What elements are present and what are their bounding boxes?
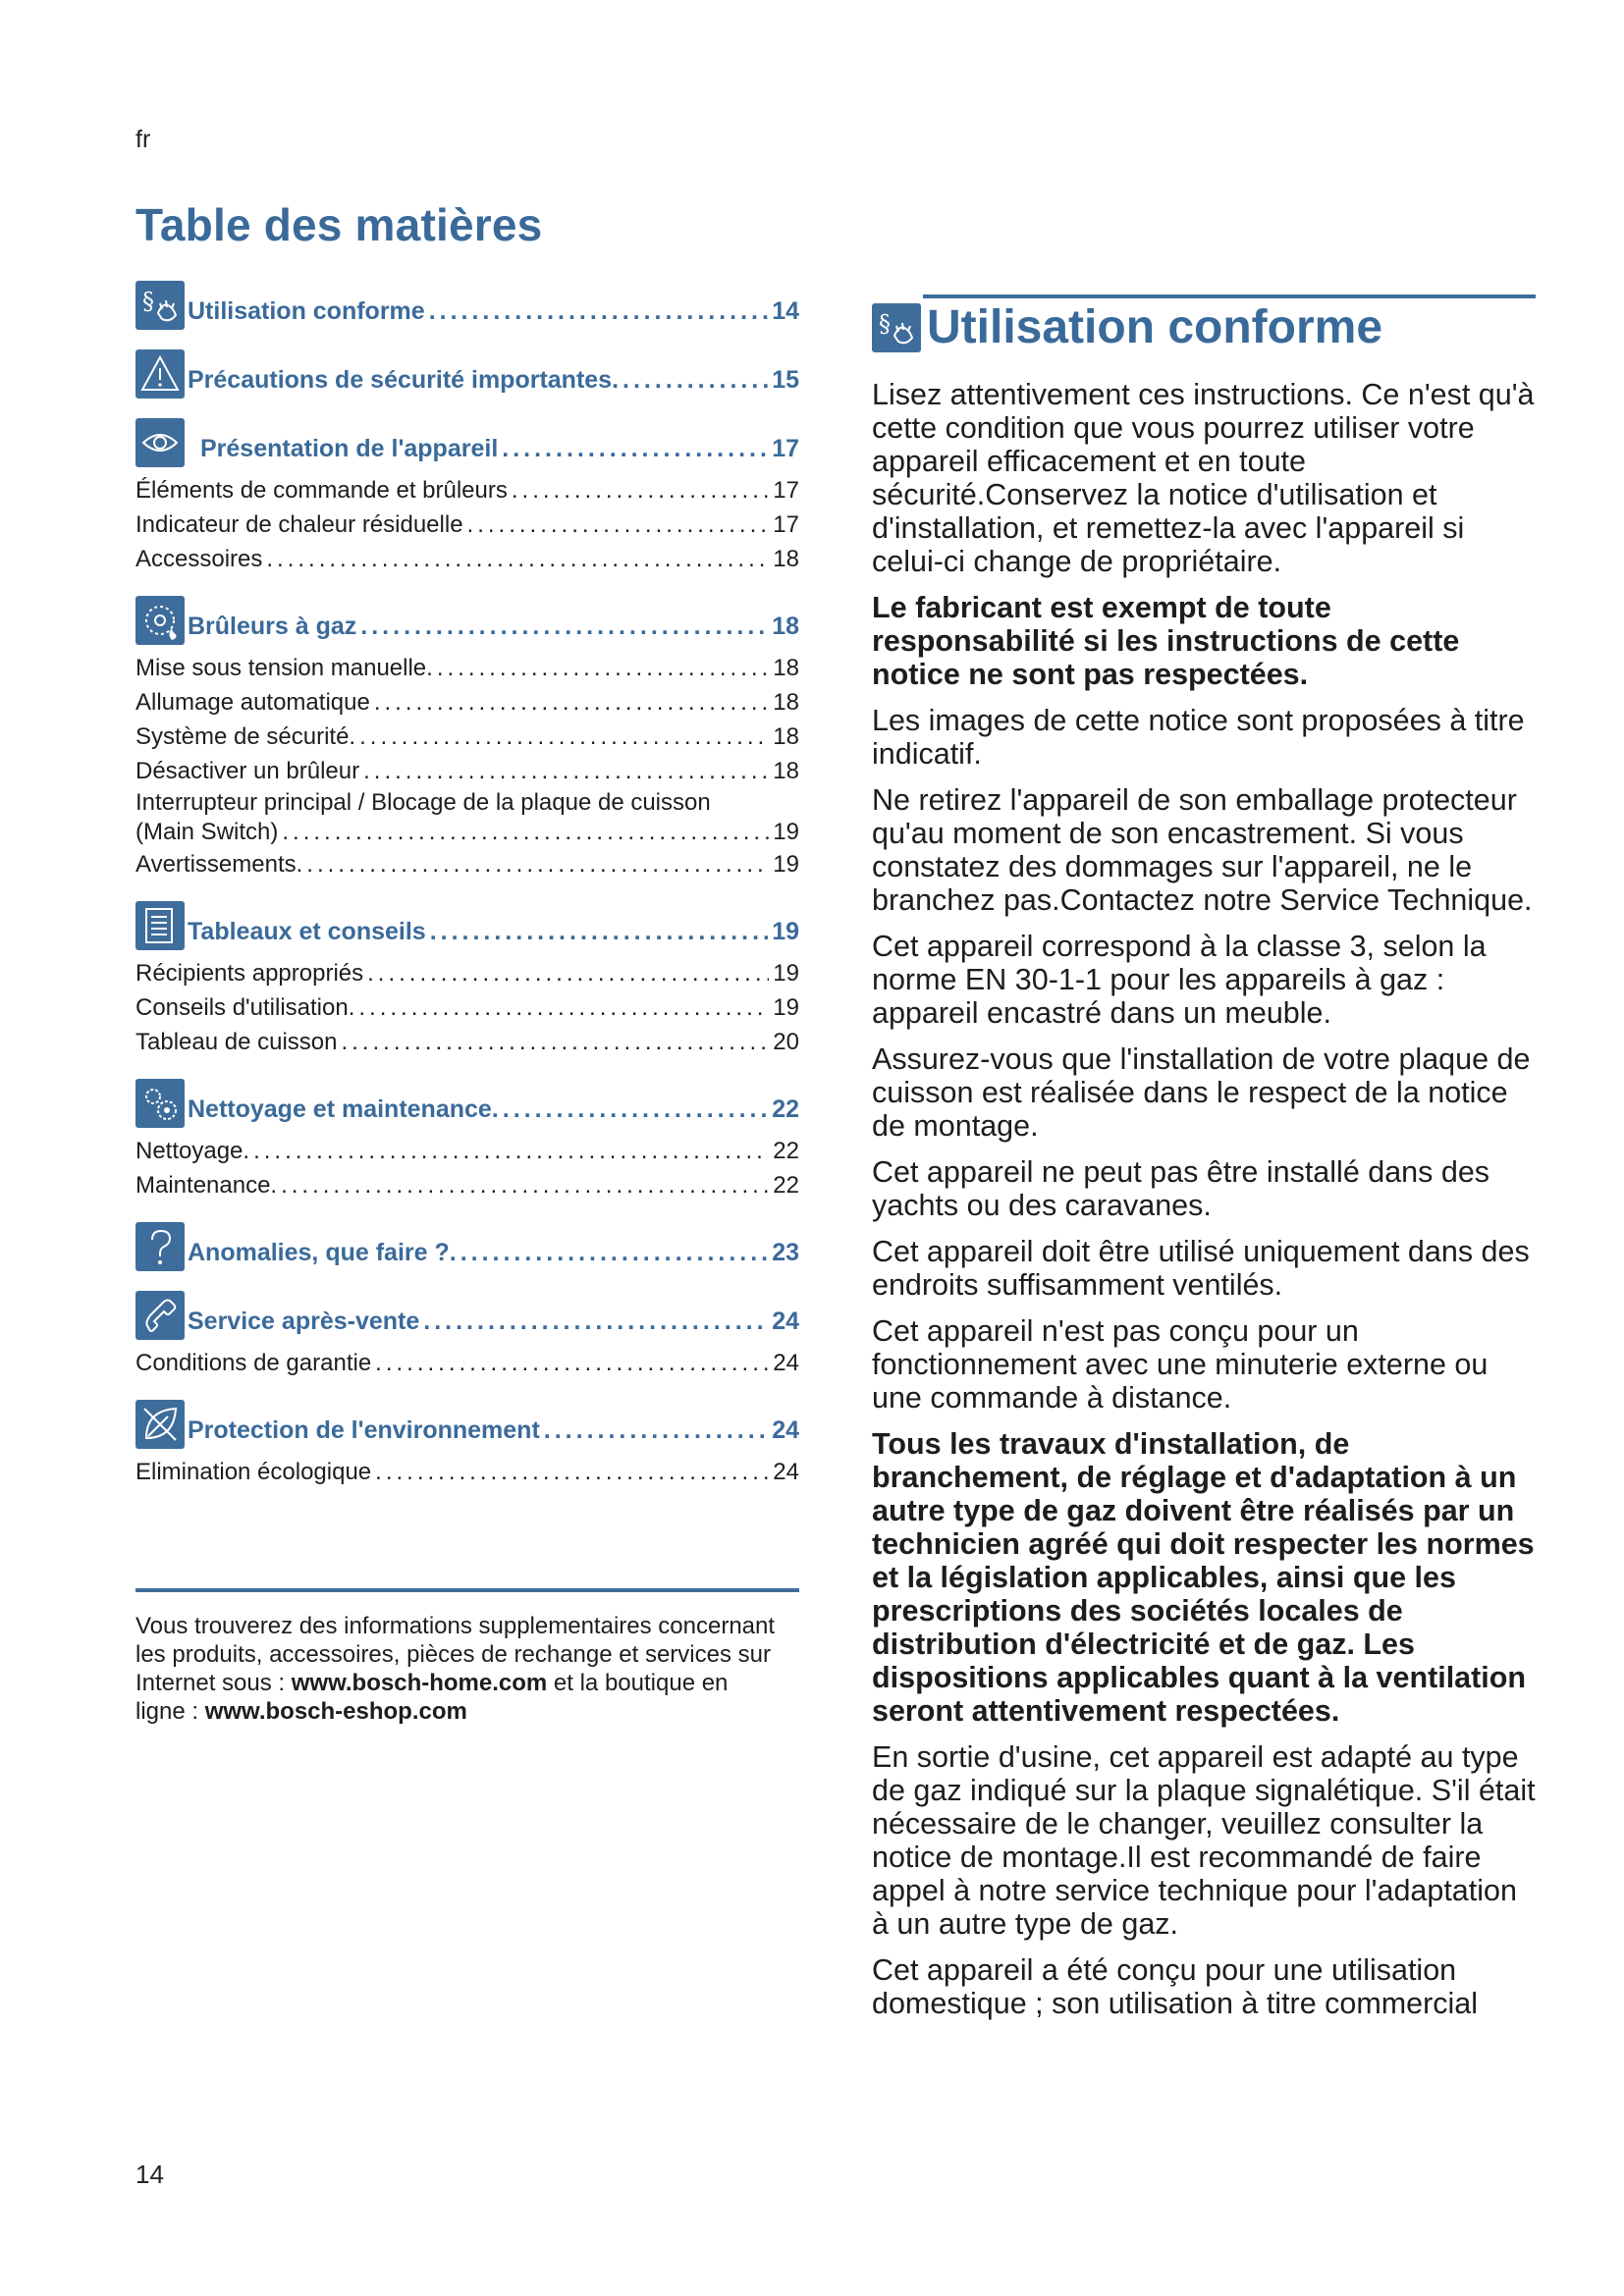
- dot-leader: [266, 542, 769, 576]
- dot-leader: [374, 685, 769, 720]
- toc-subentry-label: Accessoires: [135, 546, 263, 572]
- toc-entry-label: Utilisation conforme: [188, 297, 425, 325]
- toc-entry-page: 14: [772, 297, 799, 325]
- toc-subentry-page: 22: [773, 1138, 799, 1164]
- dot-leader: [375, 1346, 769, 1380]
- toc-subentry[interactable]: [135, 1134, 799, 1168]
- toc-subentry-label: Mise sous tension manuelle.: [135, 655, 433, 681]
- toc-entry-page: 24: [772, 1416, 799, 1444]
- toc-subentry[interactable]: [135, 473, 799, 507]
- toc-subentry-label: Conseils d'utilisation.: [135, 994, 355, 1021]
- toc-subentry-page: 24: [773, 1459, 799, 1485]
- paragraph-hand-icon: [135, 281, 185, 330]
- paragraph: Cet appareil correspond à la classe 3, selon la norme EN 30-1-1 pour les appareils à gaz : appareil encastré dans un meuble.: [872, 930, 1487, 1030]
- toc-entry-label: Tableaux et conseils: [188, 918, 426, 945]
- dot-leader: [358, 990, 769, 1025]
- toc-entry[interactable]: [135, 1289, 799, 1340]
- toc-subentry-label: Nettoyage.: [135, 1138, 250, 1164]
- section-body: [872, 378, 1536, 2033]
- toc-subentry-label: Avertissements.: [135, 851, 303, 878]
- toc-entry-label: Présentation de l'appareil: [200, 435, 499, 462]
- svg-text:§: §: [879, 309, 891, 338]
- paragraph: Lisez attentivement ces instructions. Ce n'est qu'à cette condition que vous pourrez utiliser votre appareil efficacement et en toute sécurité.Conservez la notice d'utilisation et d'installation, et remettez-la avec l'appareil si celui-ci change de propriétaire.: [872, 378, 1535, 578]
- warning-triangle-icon: [135, 349, 185, 399]
- toc-entry[interactable]: [135, 1398, 799, 1449]
- toc-subentry-label: Éléments de commande et brûleurs: [135, 477, 508, 504]
- toc-entry-page: 15: [772, 366, 799, 394]
- section-title: Utilisation conforme: [927, 301, 1383, 353]
- section-rule: [923, 294, 1536, 298]
- dot-leader: [437, 651, 769, 685]
- toc-subentry[interactable]: [135, 788, 799, 847]
- dot-leader: [375, 1455, 769, 1489]
- dot-leader: [502, 435, 768, 463]
- paragraph: En sortie d'usine, cet appareil est adapté au type de gaz indiqué sur la plaque signalétique. S'il était nécessaire de le changer, veuillez consulter la notice de montage.Il est recommandé de faire appel à notre service technique pour l'adaptation à un autre type de gaz.: [872, 1740, 1536, 1941]
- toc-subentry[interactable]: [135, 1025, 799, 1059]
- eshop-link[interactable]: www.bosch-eshop.com: [204, 1698, 467, 1725]
- environment-leaf-icon: [135, 1400, 185, 1449]
- toc-entry-label: Nettoyage et maintenance.: [188, 1095, 499, 1123]
- toc-subentry-page: 18: [773, 655, 799, 681]
- toc-subentry-label: (Main Switch): [135, 819, 279, 845]
- toc-subentry-page: 19: [773, 994, 799, 1021]
- toc-subentry-label: Maintenance.: [135, 1172, 278, 1199]
- toc-entry-page: 22: [772, 1095, 799, 1123]
- toc-entry-page: 17: [772, 435, 799, 462]
- toc-subentry[interactable]: [135, 990, 799, 1025]
- paragraph: Les images de cette notice sont proposées à titre indicatif.: [872, 704, 1525, 771]
- toc-entry[interactable]: [135, 1077, 799, 1128]
- dot-leader: [512, 473, 769, 507]
- page-number: 14: [135, 2160, 164, 2189]
- toc-subentry-label: Indicateur de chaleur résiduelle: [135, 511, 463, 538]
- toc-subentry-label: Allumage automatique: [135, 689, 370, 716]
- toc-subentry-page: 24: [773, 1350, 799, 1376]
- toc-entry[interactable]: [135, 1220, 799, 1271]
- toc-subentry-label: Système de sécurité.: [135, 723, 356, 750]
- toc-entry-label: Anomalies, que faire ?.: [188, 1239, 457, 1266]
- dot-leader: [544, 1416, 768, 1445]
- burner-flame-icon: [135, 596, 185, 645]
- website-link[interactable]: www.bosch-home.com: [291, 1670, 548, 1696]
- section-header: [872, 300, 1382, 354]
- toc-subentry[interactable]: [135, 956, 799, 990]
- dot-leader: [430, 918, 768, 946]
- paragraph: Cet appareil a été conçu pour une utilisation domestique ; son utilisation à titre commercial: [872, 1953, 1479, 2020]
- language-code: fr: [135, 126, 151, 153]
- toc-entry-label: Protection de l'environnement: [188, 1416, 540, 1444]
- toc-entry-page: 23: [772, 1239, 799, 1266]
- dot-leader: [503, 1095, 768, 1124]
- toc-entry-page: 24: [772, 1308, 799, 1335]
- footnote-text-2: et la boutique en ligne :: [135, 1670, 729, 1725]
- dot-leader: [363, 754, 769, 788]
- table-of-contents: [135, 279, 799, 1489]
- paragraph: Cet appareil n'est pas conçu pour un fonctionnement avec une minuterie externe ou une commande à distance.: [872, 1314, 1489, 1415]
- toc-entry-label: Précautions de sécurité importantes.: [188, 366, 620, 394]
- toc-subentry[interactable]: [135, 1455, 799, 1489]
- telephone-icon: [135, 1291, 185, 1340]
- toc-entry-label: Service après-vente: [188, 1308, 420, 1335]
- toc-subentry[interactable]: [135, 1168, 799, 1202]
- footnote-divider: [135, 1588, 799, 1592]
- toc-subentry[interactable]: [135, 754, 799, 788]
- toc-subentry-page: 19: [773, 851, 799, 878]
- toc-subentry-page: 19: [773, 819, 799, 845]
- toc-subentry-label: Récipients appropriés: [135, 960, 364, 987]
- toc-entry[interactable]: [135, 594, 799, 645]
- dot-leader: [429, 297, 769, 326]
- toc-entry[interactable]: [135, 347, 799, 399]
- toc-entry[interactable]: [135, 899, 799, 950]
- dot-leader: [341, 1025, 769, 1059]
- toc-subentry[interactable]: [135, 1346, 799, 1380]
- toc-title: Table des matières: [135, 199, 543, 250]
- toc-subentry[interactable]: [135, 651, 799, 685]
- toc-entry-page: 19: [772, 918, 799, 945]
- dot-leader: [623, 366, 768, 395]
- toc-subentry-page: 20: [773, 1029, 799, 1055]
- svg-text:§: §: [142, 288, 154, 315]
- toc-entry-label: Brûleurs à gaz: [188, 613, 357, 640]
- toc-subentry-page: 18: [773, 723, 799, 750]
- toc-subentry-label: Interrupteur principal / Blocage de la plaque de cuisson: [135, 789, 711, 816]
- dot-leader: [460, 1239, 769, 1267]
- dot-leader: [281, 1168, 769, 1202]
- toc-subentry-page: 18: [773, 689, 799, 716]
- dot-leader: [359, 720, 769, 754]
- dot-leader: [423, 1308, 768, 1336]
- toc-subentry-page: 22: [773, 1172, 799, 1199]
- warning-paragraph: Le fabricant est exempt de toute responsabilité si les instructions de cette notice ne sont pas respectées.: [872, 591, 1460, 691]
- paragraph: Ne retirez l'appareil de son emballage protecteur qu'au moment de son encastrement. Si vous constatez des dommages sur l'appareil, ne le branchez pas.Contactez notre Service Technique.: [872, 783, 1533, 917]
- paragraph: Assurez-vous que l'installation de votre plaque de cuisson est réalisée dans le respect de la notice de montage.: [872, 1042, 1531, 1143]
- dot-leader: [367, 956, 769, 990]
- toc-subentry[interactable]: [135, 685, 799, 720]
- toc-subentry-page: 18: [773, 758, 799, 784]
- paragraph: Cet appareil doit être utilisé uniquement dans des endroits suffisamment ventilés.: [872, 1235, 1530, 1302]
- dot-leader: [282, 818, 769, 847]
- toc-subentry[interactable]: [135, 542, 799, 576]
- toc-entry[interactable]: [135, 416, 799, 467]
- toc-subentry-page: 19: [773, 960, 799, 987]
- dot-leader: [306, 847, 769, 881]
- toc-subentry-label: Conditions de garantie: [135, 1350, 372, 1376]
- dot-leader: [360, 613, 768, 641]
- dot-leader: [467, 507, 770, 542]
- warning-paragraph: Tous les travaux d'installation, de branchement, de réglage et d'adaptation à un autre type de gaz doivent être réalisés par un technicien agréé qui doit respecter les normes et la législation applicables, ainsi que les prescriptions des sociétés locales de distribution d'électricité et de gaz. Les dispositions applicables quant à la ventilation seront attentivement respectées.: [872, 1427, 1535, 1728]
- toc-subentry[interactable]: [135, 847, 799, 881]
- paragraph: Cet appareil ne peut pas être installé dans des yachts ou des caravanes.: [872, 1155, 1490, 1222]
- dot-leader: [253, 1134, 769, 1168]
- toc-subentry-page: 17: [773, 477, 799, 504]
- question-mark-icon: [135, 1222, 185, 1271]
- toc-subentry-label: Elimination écologique: [135, 1459, 372, 1485]
- cleaning-gears-icon: [135, 1079, 185, 1128]
- toc-subentry-page: 18: [773, 546, 799, 572]
- toc-subentry[interactable]: [135, 507, 799, 542]
- toc-subentry-page: 17: [773, 511, 799, 538]
- paragraph-hand-icon: [872, 303, 921, 352]
- eye-icon: [135, 418, 185, 467]
- footnote-text: Vous trouverez des informations supplementaires concernant les produits, accessoires, pièces de rechange et services sur Internet sous :: [135, 1613, 776, 1696]
- table-document-icon: [135, 901, 185, 950]
- toc-entry[interactable]: [135, 279, 799, 330]
- toc-entry-page: 18: [772, 613, 799, 640]
- footnote: [135, 1612, 784, 1726]
- toc-subentry[interactable]: [135, 720, 799, 754]
- toc-subentry-label: Tableau de cuisson: [135, 1029, 338, 1055]
- toc-subentry-label: Désactiver un brûleur: [135, 758, 360, 784]
